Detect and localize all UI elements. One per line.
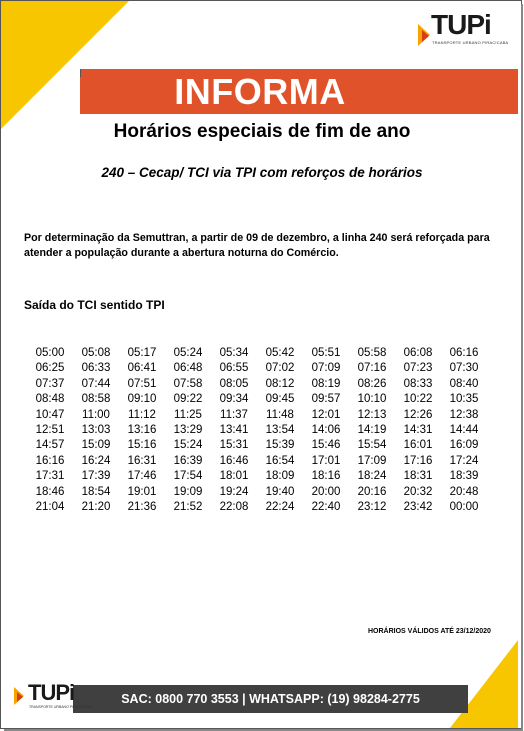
schedule-time: 08:40 xyxy=(449,377,479,390)
schedule-time: 13:41 xyxy=(219,423,249,436)
schedule-time: 13:54 xyxy=(265,423,295,436)
schedule-row xyxy=(27,408,487,423)
schedule-time: 20:00 xyxy=(311,485,341,498)
schedule-time: 19:40 xyxy=(265,485,295,498)
schedule-time: 07:23 xyxy=(403,362,433,375)
schedule-time: 15:09 xyxy=(81,439,111,452)
schedule-time: 09:45 xyxy=(265,393,295,406)
schedule-time: 17:16 xyxy=(403,454,433,467)
page-title: Horários especiais de fim de ano xyxy=(113,121,411,142)
schedule-time: 11:12 xyxy=(128,408,156,421)
schedule-time: 12:51 xyxy=(35,423,65,436)
schedule-time: 06:48 xyxy=(173,362,203,375)
schedule-time: 22:08 xyxy=(219,500,249,513)
schedule-time: 18:16 xyxy=(311,470,341,483)
footer-contact: SAC: 0800 770 3553 | WHATSAPP: (19) 98284-2775 xyxy=(121,692,420,706)
schedule-time: 17:24 xyxy=(449,454,479,467)
page-subtitle: 240 – Cecap/ TCI via TPI com reforços de horários xyxy=(101,165,423,180)
schedule-time: 06:41 xyxy=(127,362,157,375)
schedule-time: 14:06 xyxy=(311,423,341,436)
schedule-time: 20:32 xyxy=(403,485,433,498)
schedule-time: 07:02 xyxy=(265,362,295,375)
schedule-time: 06:33 xyxy=(81,362,111,375)
schedule-time: 05:51 xyxy=(311,347,341,359)
schedule-time: 20:16 xyxy=(357,485,387,498)
schedule-time: 19:01 xyxy=(127,485,157,498)
schedule-time: 06:25 xyxy=(35,362,65,375)
schedule-time: 15:24 xyxy=(173,439,203,452)
schedule-time: 07:16 xyxy=(357,362,387,375)
schedule-time: 10:10 xyxy=(357,393,387,406)
schedule-row xyxy=(27,392,487,407)
schedule-time: 21:04 xyxy=(35,500,65,513)
schedule-time: 05:34 xyxy=(219,347,249,359)
schedule-time: 17:09 xyxy=(357,454,387,467)
schedule-time: 08:12 xyxy=(265,377,295,390)
logo-wordmark: TUPi xyxy=(431,9,491,40)
schedule-time: 15:46 xyxy=(311,439,341,452)
schedule-row xyxy=(27,438,487,453)
schedule-time: 13:16 xyxy=(127,423,157,436)
schedule-time: 12:26 xyxy=(403,408,433,421)
schedule-time: 16:31 xyxy=(127,454,157,467)
schedule-time: 18:39 xyxy=(449,470,479,483)
schedule-time: 17:39 xyxy=(81,470,111,483)
schedule-time: 07:44 xyxy=(81,377,111,390)
schedule-time: 06:08 xyxy=(403,347,433,359)
schedule-time: 14:44 xyxy=(449,423,479,436)
schedule-time: 15:16 xyxy=(127,439,157,452)
schedule-time: 13:29 xyxy=(173,423,203,436)
schedule-row xyxy=(27,485,487,500)
schedule-time: 23:12 xyxy=(357,500,387,513)
schedule-row xyxy=(27,423,487,438)
section-heading: Saída do TCI sentido TPI xyxy=(24,298,165,312)
schedule-row xyxy=(27,469,487,484)
schedule-time: 05:24 xyxy=(173,347,203,359)
schedule-time: 19:24 xyxy=(219,485,249,498)
schedule-time: 07:58 xyxy=(173,377,203,390)
schedule-row xyxy=(27,377,487,392)
schedule-time: 16:01 xyxy=(403,439,433,452)
schedule-time: 08:19 xyxy=(311,377,341,390)
schedule-time: 15:54 xyxy=(357,439,387,452)
schedule-time: 05:42 xyxy=(265,347,295,359)
schedule-time: 07:51 xyxy=(127,377,157,390)
schedule-time: 11:00 xyxy=(82,408,110,421)
schedule-time: 11:25 xyxy=(174,408,202,421)
schedule-time: 12:13 xyxy=(357,408,387,421)
schedule-time: 16:24 xyxy=(81,454,111,467)
schedule-time: 16:16 xyxy=(35,454,65,467)
schedule-time: 16:09 xyxy=(449,439,479,452)
logo-bottom-arrow-inner-icon xyxy=(17,692,23,702)
schedule-time: 10:35 xyxy=(449,393,479,406)
schedule-time: 19:09 xyxy=(173,485,203,498)
page-shadow-right xyxy=(521,4,523,731)
logo-bottom-tagline: TRANSPORTE URBANO PIRACICABA xyxy=(29,705,91,709)
banner-title: INFORMA xyxy=(174,71,346,112)
schedule-time: 08:48 xyxy=(35,393,65,406)
schedule-time: 21:52 xyxy=(173,500,203,513)
schedule-time: 05:17 xyxy=(127,347,157,359)
schedule-row xyxy=(27,346,487,361)
schedule-time: 14:31 xyxy=(403,423,433,436)
schedule-time: 00:00 xyxy=(449,500,479,513)
validity-note: HORÁRIOS VÁLIDOS ATÉ 23/12/2020 xyxy=(368,628,491,635)
schedule-time: 17:46 xyxy=(127,470,157,483)
schedule-time: 15:39 xyxy=(265,439,295,452)
schedule-time: 11:48 xyxy=(266,408,294,421)
schedule-time: 18:46 xyxy=(35,485,65,498)
schedule-time: 09:34 xyxy=(219,393,249,406)
schedule-time: 12:01 xyxy=(311,408,341,421)
schedule-time: 05:08 xyxy=(81,347,111,359)
schedule-time: 06:55 xyxy=(219,362,249,375)
schedule-time: 18:24 xyxy=(357,470,387,483)
schedule-row xyxy=(27,454,487,469)
schedule-time: 05:58 xyxy=(357,347,387,359)
schedule-time: 15:31 xyxy=(219,439,249,452)
schedule-time: 07:09 xyxy=(311,362,341,375)
schedule-row xyxy=(27,361,487,376)
schedule-time: 20:48 xyxy=(449,485,479,498)
schedule-time: 08:33 xyxy=(403,377,433,390)
schedule-table xyxy=(27,346,487,515)
schedule-time: 09:57 xyxy=(311,393,341,406)
schedule-time: 18:54 xyxy=(81,485,111,498)
schedule-time: 07:30 xyxy=(449,362,479,375)
schedule-time: 08:26 xyxy=(357,377,387,390)
schedule-time: 14:19 xyxy=(357,423,387,436)
schedule-time: 09:10 xyxy=(127,393,157,406)
schedule-time: 21:20 xyxy=(81,500,111,513)
schedule-row xyxy=(27,500,487,515)
schedule-time: 16:39 xyxy=(173,454,203,467)
schedule-time: 10:47 xyxy=(35,408,65,421)
schedule-time: 17:31 xyxy=(35,470,65,483)
schedule-time: 14:57 xyxy=(35,439,65,452)
schedule-time: 08:05 xyxy=(219,377,249,390)
schedule-time: 18:31 xyxy=(403,470,433,483)
schedule-time: 10:22 xyxy=(403,393,433,406)
schedule-time: 07:37 xyxy=(35,377,65,390)
schedule-time: 13:03 xyxy=(81,423,111,436)
schedule-time: 09:22 xyxy=(173,393,203,406)
schedule-time: 11:37 xyxy=(220,408,248,421)
corner-triangle-bottom-right xyxy=(450,640,518,728)
schedule-time: 16:46 xyxy=(219,454,249,467)
schedule-time: 21:36 xyxy=(127,500,157,513)
logo-arrow-inner-icon xyxy=(422,30,429,42)
schedule-time: 12:38 xyxy=(449,408,479,421)
schedule-time: 06:16 xyxy=(449,347,479,359)
schedule-time: 18:01 xyxy=(219,470,249,483)
schedule-time: 23:42 xyxy=(403,500,433,513)
schedule-time: 05:00 xyxy=(35,347,65,359)
logo-tagline: TRANSPORTE URBANO PIRACICABA xyxy=(432,40,509,45)
schedule-time: 17:54 xyxy=(173,470,203,483)
announcement-paragraph: Por determinação da Semuttran, a partir de 09 de dezembro, a linha 240 será reforçada para atender a população durante a abertura noturna do Comércio. xyxy=(24,232,490,259)
schedule-time: 22:24 xyxy=(265,500,295,513)
schedule-time: 22:40 xyxy=(311,500,341,513)
logo-bottom-wordmark: TUPi xyxy=(28,680,75,705)
schedule-time: 17:01 xyxy=(311,454,341,467)
schedule-time: 08:58 xyxy=(81,393,111,406)
schedule-time: 18:09 xyxy=(265,470,295,483)
schedule-time: 16:54 xyxy=(265,454,295,467)
